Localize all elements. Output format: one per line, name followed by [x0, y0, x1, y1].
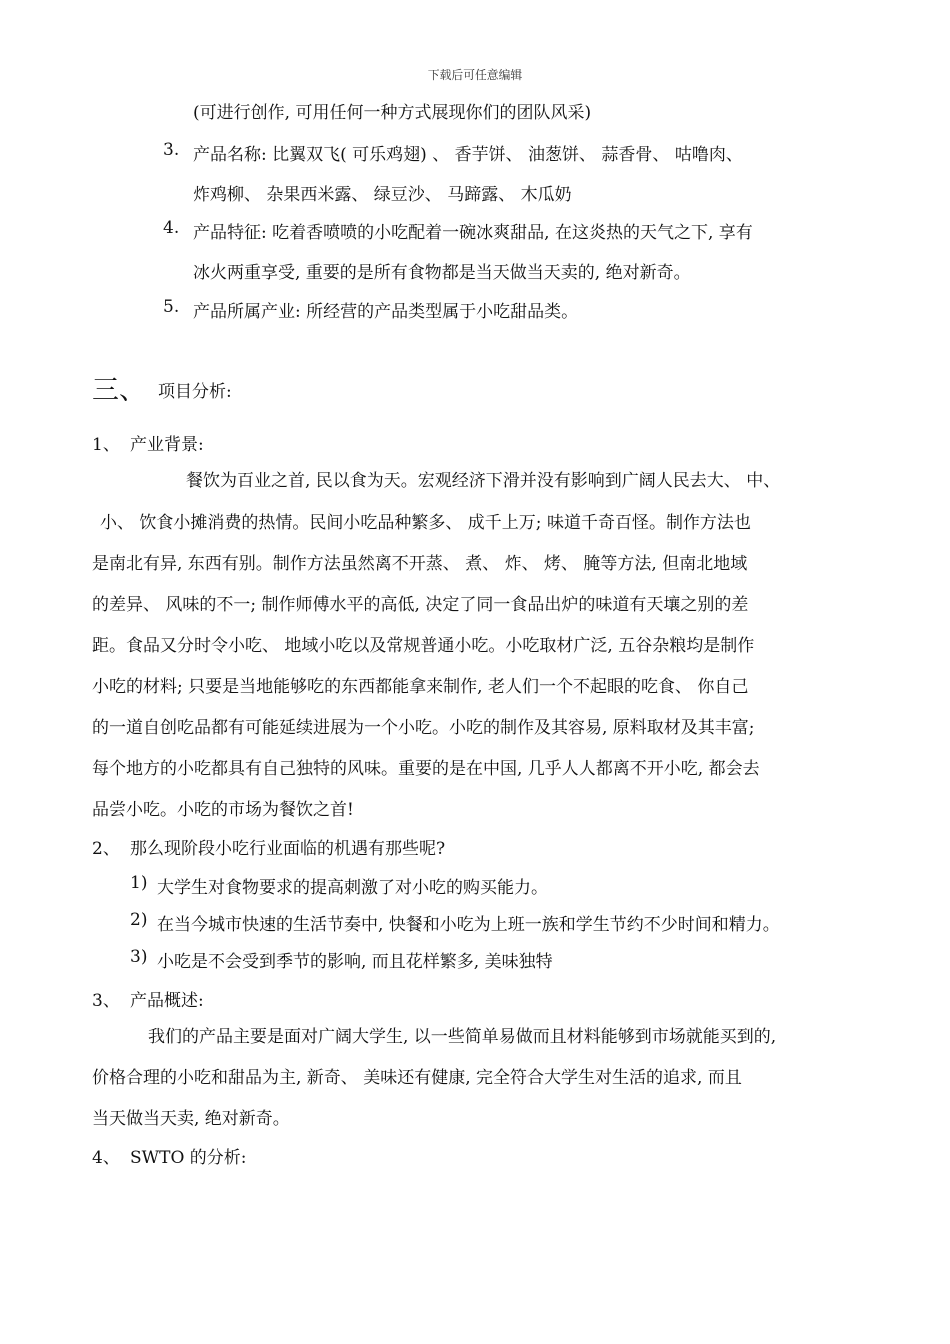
subsection-title: 那么现阶段小吃行业面临的机遇有那些呢?: [130, 839, 446, 859]
paragraph-line: 每个地方的小吃都具有自己独特的风味。重要的是在中国, 几乎人人都离不开小吃, 都会去: [92, 759, 760, 779]
paragraph-line: 餐饮为百业之首, 民以食为天。宏观经济下滑并没有影响到广阔人民去大、 中、: [186, 471, 781, 491]
page-header: 下载后可任意编辑: [427, 68, 523, 82]
item-line: 产品特征: 吃着香喷喷的小吃配着一碗冰爽甜品, 在这炎热的天气之下, 享有: [193, 223, 753, 243]
paragraph-line: 品尝小吃。小吃的市场为餐饮之首!: [92, 800, 354, 820]
list-item: 小吃是不会受到季节的影响, 而且花样繁多, 美味独特: [157, 952, 553, 972]
item-number: 4.: [163, 218, 180, 238]
list-item: 大学生对食物要求的提高刺激了对小吃的购买能力。: [157, 878, 548, 898]
subsection-number: 1、: [92, 435, 120, 455]
list-item-number: 2): [130, 910, 148, 930]
paragraph-line: 是南北有异, 东西有别。制作方法虽然离不开蒸、 煮、 炸、 烤、 腌等方法, 但南北地域: [92, 554, 748, 574]
paragraph-line: 的差异、 风味的不一; 制作师傅水平的高低, 决定了同一食品出炉的味道有天壤之别的差: [92, 595, 749, 615]
subsection-number: 3、: [92, 991, 120, 1011]
item-line: 炸鸡柳、 杂果西米露、 绿豆沙、 马蹄露、 木瓜奶: [193, 185, 572, 205]
subsection-title: 产业背景:: [130, 435, 204, 455]
section-title: 项目分析:: [158, 382, 232, 402]
subsection-number: 4、: [92, 1148, 120, 1168]
list-item-number: 1): [130, 873, 148, 893]
subsection-title: SWTO 的分析:: [130, 1148, 247, 1168]
paragraph-line: 小吃的材料; 只要是当地能够吃的东西都能拿来制作, 老人们一个不起眼的吃食、 你自己: [92, 677, 749, 697]
list-item: 在当今城市快速的生活节奏中, 快餐和小吃为上班一族和学生节约不少时间和精力。: [157, 915, 780, 935]
item-line: 产品所属产业: 所经营的产品类型属于小吃甜品类。: [193, 302, 579, 322]
paragraph-line: 我们的产品主要是面对广阔大学生, 以一些简单易做而且材料能够到市场就能买到的,: [148, 1027, 777, 1047]
section-number: 三、: [92, 375, 146, 406]
paragraph-line: 小、 饮食小摊消费的热情。民间小吃品种繁多、 成千上万; 味道千奇百怪。制作方法也: [100, 513, 751, 533]
intro-note: (可进行创作, 可用任何一种方式展现你们的团队风采): [193, 103, 592, 123]
list-item-number: 3): [130, 947, 148, 967]
paragraph-line: 价格合理的小吃和甜品为主, 新奇、 美味还有健康, 完全符合大学生对生活的追求, 而且: [92, 1068, 742, 1088]
item-number: 5.: [163, 297, 180, 317]
paragraph-line: 当天做当天卖, 绝对新奇。: [92, 1109, 290, 1129]
paragraph-line: 的一道自创吃品都有可能延续进展为一个小吃。小吃的制作及其容易, 原料取材及其丰富;: [92, 718, 755, 738]
item-line: 冰火两重享受, 重要的是所有食物都是当天做当天卖的, 绝对新奇。: [193, 263, 691, 283]
paragraph-line: 距。食品又分时令小吃、 地域小吃以及常规普通小吃。小吃取材广泛, 五谷杂粮均是制作: [92, 636, 755, 656]
item-line: 产品名称: 比翼双飞( 可乐鸡翅) 、 香芋饼、 油葱饼、 蒜香骨、 咕噜肉、: [193, 145, 743, 165]
item-number: 3.: [163, 140, 180, 160]
subsection-number: 2、: [92, 839, 120, 859]
subsection-title: 产品概述:: [130, 991, 204, 1011]
